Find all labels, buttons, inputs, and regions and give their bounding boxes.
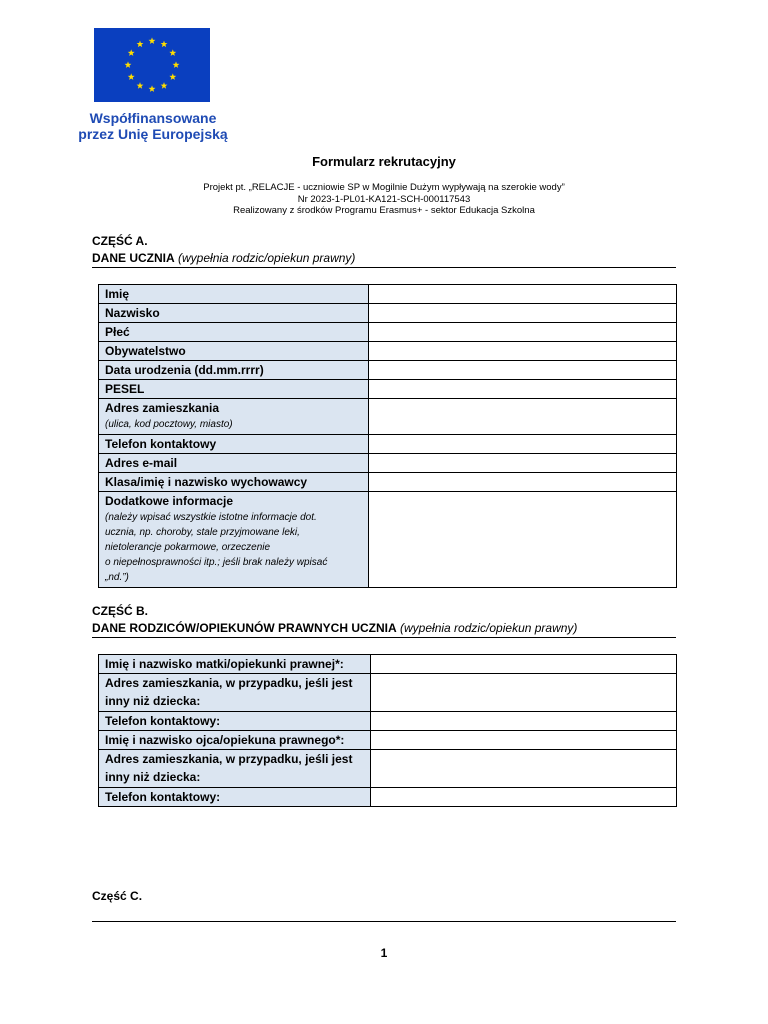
eu-funding-caption	[70, 110, 236, 142]
field-input-cell[interactable]	[369, 492, 677, 588]
page-number: 1	[380, 946, 388, 960]
field-input-cell[interactable]	[371, 674, 677, 712]
field-label-text: Telefon kontaktowy	[105, 437, 217, 451]
field-label-text: Adres zamieszkania	[105, 401, 220, 415]
field-hint-line: ucznia, np. choroby, stale przyjmowane leki,	[105, 527, 300, 538]
field-input-cell[interactable]	[371, 731, 677, 750]
field-label-line: inny niż dziecka:	[105, 770, 201, 784]
section-a-heading: CZĘŚĆ A.	[92, 234, 148, 248]
eu-star	[128, 49, 135, 56]
field-hint-line: o niepełnosprawności itp.; jeśli brak należy wpisać	[105, 557, 328, 568]
student-data-table	[98, 284, 677, 588]
field-label-text: Nazwisko	[105, 306, 160, 320]
section-b-subheading: DANE RODZICÓW/OPIEKUNÓW PRAWNYCH UCZNIA	[92, 621, 397, 635]
section-c-rule	[92, 921, 676, 922]
field-input-cell[interactable]	[369, 435, 677, 454]
field-label-text: Imię i nazwisko matki/opiekunki prawnej*:	[105, 657, 344, 671]
field-input-cell[interactable]	[369, 323, 677, 342]
field-hint-line: (należy wpisać wszystkie istotne informacje dot.	[105, 512, 317, 523]
field-input-cell[interactable]	[369, 473, 677, 492]
field-label-text: Imię i nazwisko ojca/opiekuna prawnego*:	[105, 733, 345, 747]
section-b-header	[92, 603, 676, 637]
field-hint: (ulica, kod pocztowy, miasto)	[105, 419, 233, 430]
section-b-rule	[92, 637, 676, 638]
eu-caption-line2: przez Unię Europejską	[78, 126, 228, 142]
section-a-header	[92, 233, 676, 267]
field-label-line: Adres zamieszkania, w przypadku, jeśli jest	[105, 752, 353, 766]
table-row	[99, 285, 677, 304]
field-label	[99, 473, 369, 492]
eu-star	[137, 82, 144, 89]
field-input-cell[interactable]	[371, 750, 677, 788]
field-input-cell[interactable]	[369, 342, 677, 361]
project-line3: Realizowany z środków Programu Erasmus+ - sektor Edukacja Szkolna	[233, 205, 535, 216]
field-label	[99, 304, 369, 323]
section-b-note: (wypełnia rodzic/opiekun prawny)	[400, 621, 578, 635]
project-info	[0, 182, 768, 217]
eu-star	[149, 85, 156, 92]
project-line2: Nr 2023-1-PL01-KA121-SCH-000117543	[297, 193, 471, 205]
field-label-text: Imię	[105, 287, 130, 301]
table-row	[99, 399, 677, 435]
eu-star	[169, 73, 176, 80]
eu-star	[161, 41, 168, 48]
field-hint-line: nietolerancje pokarmowe, orzeczenie	[105, 542, 271, 553]
table-row	[99, 674, 677, 712]
field-label-text: Telefon kontaktowy:	[105, 714, 221, 728]
field-label-text: PESEL	[105, 382, 145, 396]
field-label-text: Obywatelstwo	[105, 344, 186, 358]
eu-star	[161, 82, 168, 89]
table-row	[99, 492, 677, 588]
project-line1: Projekt pt. „RELACJE - uczniowie SP w Mogilnie Dużym wypływają na szerokie wody”	[203, 182, 565, 193]
field-input-cell[interactable]	[369, 361, 677, 380]
table-row	[99, 712, 677, 731]
eu-caption-line1: Współfinansowane	[89, 110, 217, 126]
field-label-text: Telefon kontaktowy:	[105, 790, 221, 804]
field-label-line: inny niż dziecka:	[105, 694, 201, 708]
field-label	[99, 750, 371, 788]
table-row	[99, 750, 677, 788]
field-label	[99, 731, 371, 750]
field-label	[99, 342, 369, 361]
field-input-cell[interactable]	[371, 788, 677, 807]
document-title: Formularz rekrutacyjny	[312, 154, 456, 169]
field-label	[99, 285, 369, 304]
section-a-note: (wypełnia rodzic/opiekun prawny)	[178, 251, 356, 265]
eu-stars-icon	[94, 28, 210, 102]
parents-data-table	[98, 654, 677, 807]
field-label-text: Dodatkowe informacje	[105, 494, 234, 508]
table-row	[99, 342, 677, 361]
table-row	[99, 435, 677, 454]
eu-star	[149, 37, 156, 44]
field-input-cell[interactable]	[371, 655, 677, 674]
field-label	[99, 435, 369, 454]
section-a-rule	[92, 267, 676, 268]
table-row	[99, 304, 677, 323]
field-label	[99, 788, 371, 807]
field-label-text: Data urodzenia (dd.mm.rrrr)	[105, 363, 264, 377]
section-b-heading: CZĘŚĆ B.	[92, 604, 149, 618]
field-label	[99, 323, 369, 342]
field-label-text: Płeć	[105, 325, 130, 339]
table-row	[99, 323, 677, 342]
field-label	[99, 492, 369, 588]
table-row	[99, 380, 677, 399]
field-label-text: Klasa/imię i nazwisko wychowawcy	[105, 475, 308, 489]
field-label	[99, 380, 369, 399]
table-row	[99, 731, 677, 750]
field-label	[99, 361, 369, 380]
field-label	[99, 399, 369, 435]
field-input-cell[interactable]	[369, 380, 677, 399]
field-input-cell[interactable]	[369, 399, 677, 435]
field-hint-line: „nd.”)	[105, 572, 129, 583]
table-row	[99, 788, 677, 807]
field-label	[99, 655, 371, 674]
field-label	[99, 712, 371, 731]
eu-star	[169, 49, 176, 56]
field-label	[99, 454, 369, 473]
section-a-subheading: DANE UCZNIA	[92, 251, 175, 265]
table-row	[99, 473, 677, 492]
eu-star	[125, 61, 132, 68]
eu-flag-logo	[94, 28, 210, 102]
table-row	[99, 454, 677, 473]
eu-star	[128, 73, 135, 80]
field-input-cell[interactable]	[369, 285, 677, 304]
field-label	[99, 674, 371, 712]
eu-star	[173, 61, 180, 68]
field-label-line: Adres zamieszkania, w przypadku, jeśli jest	[105, 676, 353, 690]
eu-star	[137, 41, 144, 48]
section-c-heading: Część C.	[92, 889, 143, 903]
field-input-cell[interactable]	[371, 712, 677, 731]
field-input-cell[interactable]	[369, 454, 677, 473]
table-row	[99, 655, 677, 674]
field-label-text: Adres e-mail	[105, 456, 178, 470]
field-input-cell[interactable]	[369, 304, 677, 323]
table-row	[99, 361, 677, 380]
